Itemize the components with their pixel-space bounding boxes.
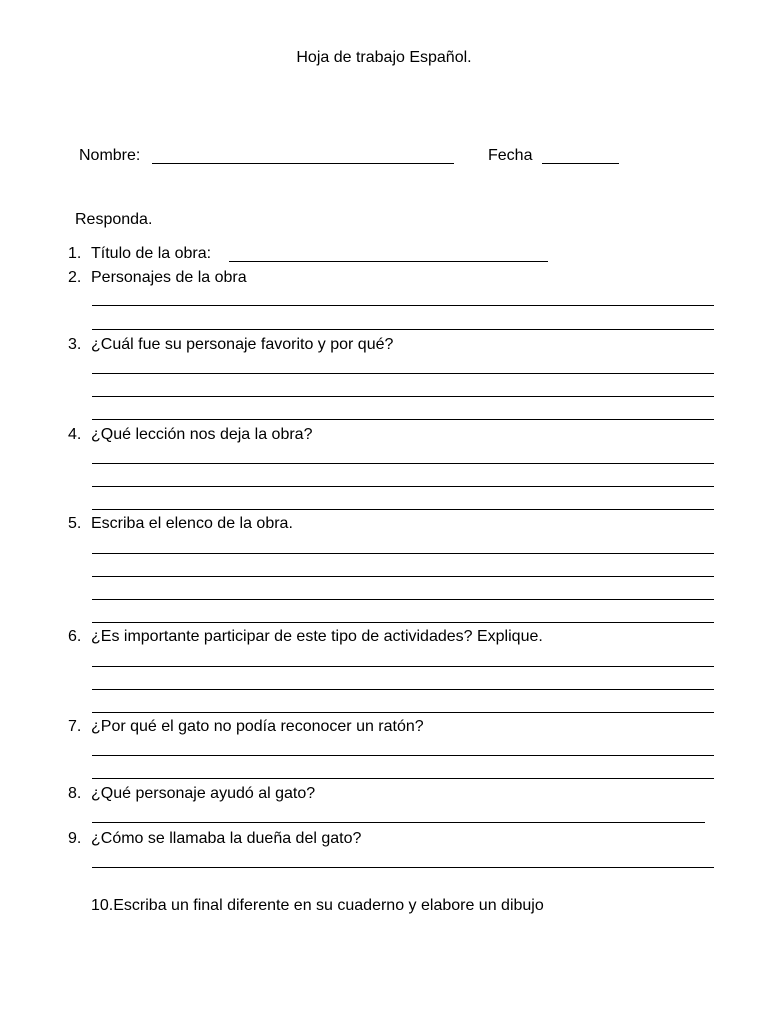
answer-line[interactable] — [92, 396, 714, 397]
answer-line[interactable] — [92, 712, 714, 713]
question-text: ¿Cómo se llamaba la dueña del gato? — [91, 830, 362, 847]
answer-line[interactable] — [92, 778, 714, 779]
answer-line[interactable] — [92, 867, 714, 868]
date-label: Fecha — [488, 147, 533, 164]
answer-line[interactable] — [92, 509, 714, 510]
question-number: 4. — [68, 426, 82, 443]
answer-line[interactable] — [92, 822, 705, 823]
answer-line[interactable] — [229, 260, 548, 262]
answer-line[interactable] — [92, 576, 714, 577]
instruction-text: Responda. — [75, 211, 153, 228]
answer-line[interactable] — [92, 599, 714, 600]
question-number: 1. — [68, 245, 82, 262]
answer-line[interactable] — [92, 622, 714, 623]
question-number: 9. — [68, 830, 82, 847]
question-text: Título de la obra: — [91, 245, 212, 262]
date-field[interactable] — [542, 162, 619, 164]
question-text: Personajes de la obra — [91, 269, 247, 286]
name-field[interactable] — [152, 162, 454, 164]
question-number: 7. — [68, 718, 82, 735]
worksheet-title: Hoja de trabajo Español. — [296, 49, 472, 66]
question-number: 8. — [68, 785, 82, 802]
answer-line[interactable] — [92, 666, 714, 667]
answer-line[interactable] — [92, 329, 714, 330]
question-text: ¿Por qué el gato no podía reconocer un ratón? — [91, 718, 424, 735]
question-number: 3. — [68, 336, 82, 353]
answer-line[interactable] — [92, 305, 714, 306]
question-text: ¿Cuál fue su personaje favorito y por qué? — [91, 336, 394, 353]
answer-line[interactable] — [92, 373, 714, 374]
question-number: 2. — [68, 269, 82, 286]
question-text: ¿Qué personaje ayudó al gato? — [91, 785, 316, 802]
answer-line[interactable] — [92, 463, 714, 464]
answer-line[interactable] — [92, 755, 714, 756]
answer-line[interactable] — [92, 486, 714, 487]
question-text: 10.Escriba un final diferente en su cuaderno y elabore un dibujo — [91, 897, 544, 914]
answer-line[interactable] — [92, 419, 714, 420]
name-label: Nombre: — [79, 147, 141, 164]
question-number: 5. — [68, 515, 82, 532]
answer-line[interactable] — [92, 689, 714, 690]
question-number: 6. — [68, 628, 82, 645]
question-text: Escriba el elenco de la obra. — [91, 515, 293, 532]
question-text: ¿Qué lección nos deja la obra? — [91, 426, 313, 443]
answer-line[interactable] — [92, 553, 714, 554]
question-text: ¿Es importante participar de este tipo de actividades? Explique. — [91, 628, 543, 645]
